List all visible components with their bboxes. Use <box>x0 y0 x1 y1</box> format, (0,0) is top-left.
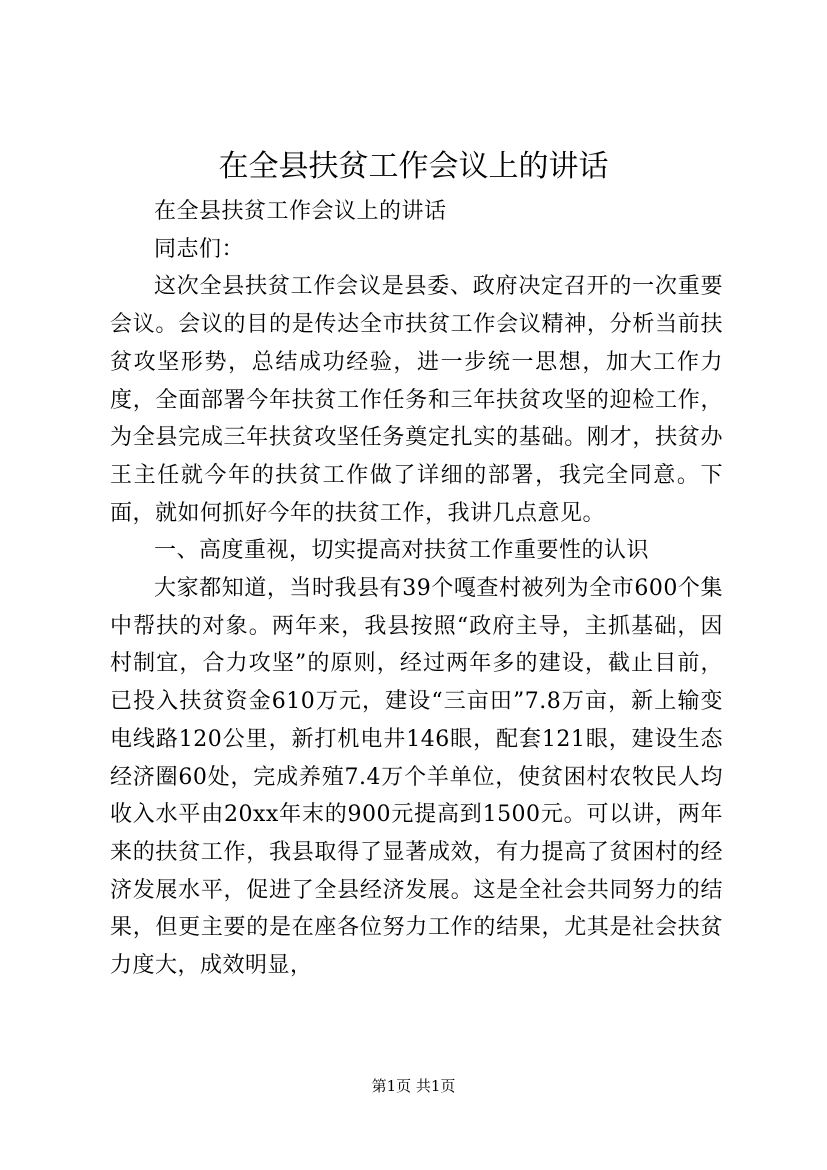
document-body <box>110 193 723 985</box>
intro-paragraph: 这次全县扶贫工作会议是县委、政府决定召开的一次重要会议。会议的目的是传达全市扶贫工作会议精神，分析当前扶贫攻坚形势，总结成功经验，进一步统一思想，加大工作力度，全面部署今年扶贫工作任务和三年扶贫攻坚的迎检工作，为全县完成三年扶贫攻坚任务奠定扎实的基础。刚才，扶贫办王主任就今年的扶贫工作做了详细的部署，我完全同意。下面，就如何抓好今年的扶贫工作，我讲几点意见。 <box>110 274 723 526</box>
document-title: 在全县扶贫工作会议上的讲话 <box>218 149 609 184</box>
salutation-paragraph: 同志们： <box>154 236 245 262</box>
section-heading: 一、高度重视，切实提高对扶贫工作重要性的认识 <box>154 538 650 564</box>
body-paragraph: 大家都知道，当时我县有39个嘎查村被列为全市600个集中帮扶的对象。两年来，我县按照“政府主导，主抓基础，因村制宜，合力攻坚”的原则，经过两年多的建设，截止目前，已投入扶贫资金610万元，建设“三亩田”7.8万亩，新上输变电线路120公里，新打机电井146眼，配套121眼，建设生态经济圈60处，完成养殖7.4万个羊单位，使贫困村农牧民人均收入水平由20xx年末的900元提高到1500元。可以讲，两年来的扶贫工作，我县取得了显著成效，有力提高了贫困村的经济发展水平，促进了全县经济发展。这是全社会共同努力的结果，但更主要的是在座各位努力工作的结果，尤其是社会扶贫力度大，成效明显， <box>110 576 723 979</box>
page-footer: 第1页 共1页 <box>371 1077 456 1095</box>
subtitle-paragraph: 在全县扶贫工作会议上的讲话 <box>154 199 447 224</box>
